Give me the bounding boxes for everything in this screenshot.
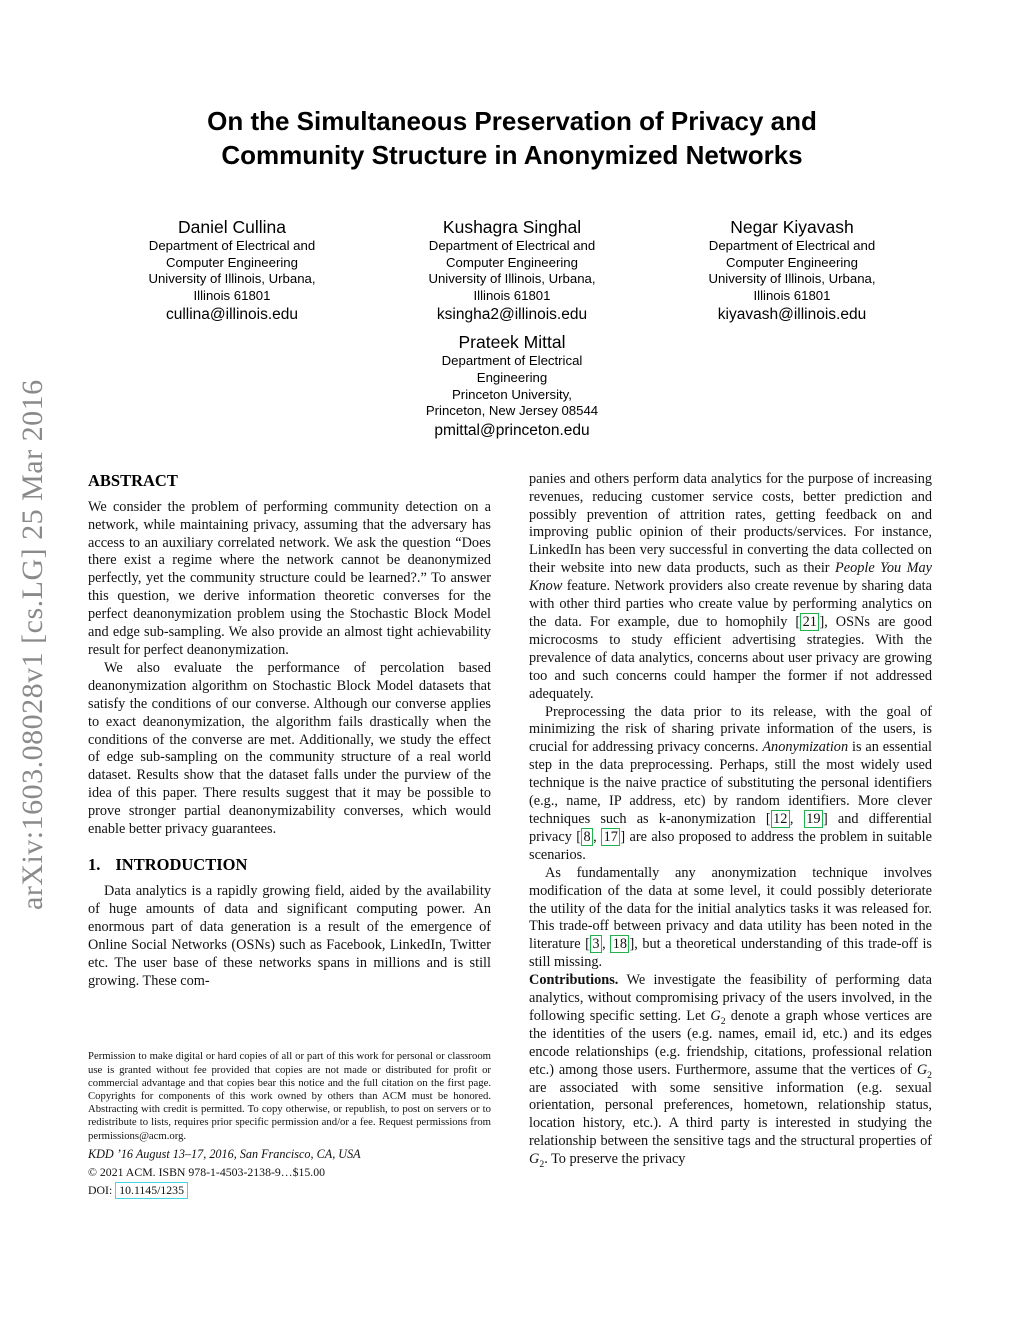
citation-link[interactable]: 19 — [804, 810, 823, 828]
right-column — [529, 471, 932, 1198]
author-affiliation-line: Department of Electrical and — [148, 238, 316, 253]
body-paragraph: Preprocessing the data prior to its release, with the goal of minimizing the risk of sharing private information of the users, is crucial for addressing privacy concerns. Anonymization is an essential step in the data preprocessing. Perhaps, still the most widely used technique is the naive practice of substituting the personal identifiers (e.g., name, IP address, etc) by random identifiers. More clever techniques such as k-anonymization [ 12 , 19 ] and differential privacy [ 8 , 17 ] are also proposed to address the problem in suitable scenarios. — [529, 703, 932, 863]
contributions-paragraph: Contributions. We investigate the feasibility of performing data analytics, without compromising privacy of the users involved, in the following specific setting. Let $G_2$ denote a graph whose vertices are the identities of the users (e.g. names, email id, etc.) and its edges encode relationships (e.g. friendship, citations, professional relation etc.) among those users. Furthermore, assume that the vertices of $G_2$ are associated with some sensitive information (e.g. sexual orientation, personal preferences, hometown, relationship status, location history, etc.). A third party is interested in studying the relationship between the sensitive tags and the structural properties of $G_2$. To preserve the privacy — [529, 972, 932, 1171]
author-email: pmittal@princeton.edu — [434, 421, 590, 439]
doi-prefix: DOI: — [88, 1182, 116, 1197]
arxiv-watermark: arXiv:1603.08028v1 [cs.LG] 25 Mar 2016 — [16, 379, 49, 911]
author-block-cullina — [92, 216, 372, 325]
author-name: Prateek Mittal — [458, 332, 566, 353]
authors-row-1 — [70, 216, 954, 325]
section-title: INTRODUCTION — [115, 854, 248, 874]
paper-title-line1: On the Simultaneous Preservation of Privacy and — [207, 106, 817, 136]
author-email: kiyavash@illinois.edu — [717, 306, 867, 324]
text-run: 2 — [720, 1015, 726, 1027]
author-affiliation-line: Illinois 61801 — [193, 287, 271, 303]
author-name: Kushagra Singhal — [442, 217, 582, 237]
author-affiliation-line: Department of Electrical and — [428, 238, 596, 253]
body-paragraph: As fundamentally any anonymization technique involves modification of the data at some level, it could possibly deteriorate the utility of the data for the initial analytics tasks it was released for. This trade-off between privacy and data utility has been noted in the literature [ 3 , 18 ], but a theoretical understanding of this trade-off is still missing. — [529, 864, 932, 971]
author-affiliation-line: Computer Engineering — [446, 254, 578, 270]
section-1-heading — [88, 855, 491, 875]
abstract-heading: ABSTRACT — [88, 470, 178, 490]
text-run: G — [529, 1151, 540, 1168]
doi-link[interactable]: 10.1145/1235 — [115, 1182, 188, 1199]
author-affiliation-line: Computer Engineering — [166, 254, 298, 270]
author-block-singhal — [372, 216, 652, 325]
text-run: People You May Know — [529, 560, 932, 595]
abstract-paragraph-2: We also evaluate the performance of percolation based deanonymization algorithm on Stochastic Block Model datasets that satisfy the conditions of our converse. Although our converse applies to exact deanonymization, the algorithm fails drastically when the conditions of the converse are met. Additionally, we study the effect of edge sub-sampling on the community structure of a real world dataset. Results show that the dataset falls under the purview of the idea of this paper. There results suggest that it may be possible to prove stronger partial deanonymizability converses, which would enable better privacy guarantees. — [88, 659, 491, 838]
doi-line — [88, 1182, 491, 1198]
author-affiliation-line: Princeton, New Jersey 08544 — [425, 403, 599, 419]
author-affiliation-line: Princeton University, — [452, 386, 572, 402]
abstract-paragraph-1: We consider the problem of performing community detection on a network, while maintaining privacy, assuming that the adversary has access to an auxiliary correlated network. We ask the question “Does there exist a regime where the network cannot be deanonymized perfectly, yet the community structure could be learned?.” To answer this question, we derive information theoretic converses for the perfect deanonymization problem using the Stochastic Block Model and edge sub-sampling. We also provide an almost tight achievability result for perfect deanonymization. — [88, 498, 491, 658]
conference-line: KDD ’16 August 13–17, 2016, San Francisco, CA, USA — [88, 1146, 361, 1161]
citation-link[interactable]: 3 — [590, 935, 602, 953]
author-affiliation-line: University of Illinois, Urbana, — [428, 271, 596, 287]
left-column — [88, 471, 491, 1198]
citation-link[interactable]: 18 — [610, 935, 629, 953]
author-email: ksingha2@illinois.edu — [436, 306, 588, 324]
text-run: Contributions. — [529, 972, 619, 989]
text-run: 2 — [539, 1159, 545, 1171]
citation-link[interactable]: 8 — [581, 828, 593, 846]
author-name: Negar Kiyavash — [730, 217, 854, 237]
footnote-block — [88, 1050, 491, 1197]
author-email: cullina@illinois.edu — [165, 306, 299, 324]
paper-title-line2: Community Structure in Anonymized Networks — [221, 140, 803, 170]
author-affiliation-line: University of Illinois, Urbana, — [148, 271, 316, 287]
text-run: G — [916, 1061, 928, 1078]
introduction-paragraph-1: Data analytics is a rapidly growing field, aided by the availability of huge amounts of data and significant computing power. An enormous part of data generation is a result of the emergence of Online Social Networks (OSNs) such as Facebook, LinkedIn, Twitter etc. The user base of these networks spans in millions and is still growing. These com- — [88, 882, 491, 989]
paper-title — [60, 104, 964, 172]
citation-link[interactable]: 21 — [800, 613, 819, 631]
two-column-body — [88, 471, 932, 1198]
author-affiliation-line: Engineering — [476, 369, 548, 385]
author-block-kiyavash — [652, 216, 932, 325]
section-number: 1. — [88, 854, 101, 874]
body-paragraph: panies and others perform data analytics for the purpose of increasing revenues, reducing customer service costs, better prediction and possibly prevention of attrition rates, getting feedback on and improving public opinion of their products/services. For instance, LinkedIn has been very successful in converting the data collected on their website into new data products, such as their People You May Know feature. Network providers also create revenue by sharing data with other third parties who create value by performing analytics on the data. For example, due to homophily [ 21 ], OSNs are good microcosms to study efficient advertising strategies. With the prevalence of data analytics, concerns about user privacy are growing too and such concerns could hamper the former if not addressed adequately. — [529, 470, 932, 702]
author-block-mittal — [372, 331, 652, 440]
text-run: 2 — [927, 1069, 932, 1081]
text-run: Anonymization — [762, 739, 849, 756]
author-affiliation-line: Illinois 61801 — [753, 287, 831, 303]
permission-notice: Permission to make digital or hard copies of all or part of this work for personal or classroom use is granted without fee provided that copies are not made or distributed for profit or commercial advantage and that copies bear this notice and the full citation on the first page. Copyrights for components of this work owned by others than ACM must be honored. Abstracting with credit is permitted. To copy otherwise, or republish, to post on servers or to redistribute to lists, requires prior specific permission and/or a fee. Request permissions from permissions@acm.org. — [88, 1050, 491, 1142]
citation-link[interactable]: 12 — [771, 810, 790, 828]
text-run: G — [710, 1007, 721, 1024]
author-affiliation-line: Illinois 61801 — [473, 287, 551, 303]
authors-row-2 — [70, 331, 954, 440]
author-affiliation-line: Department of Electrical and — [708, 238, 876, 253]
citation-link[interactable]: 17 — [601, 828, 620, 846]
author-name: Daniel Cullina — [178, 217, 286, 237]
author-affiliation-line: Department of Electrical — [441, 353, 583, 369]
author-affiliation-line: Computer Engineering — [726, 254, 858, 270]
copyright-line: © 2021 ACM. ISBN 978-1-4503-2138-9…$15.00 — [88, 1164, 326, 1179]
author-affiliation-line: University of Illinois, Urbana, — [708, 271, 876, 287]
